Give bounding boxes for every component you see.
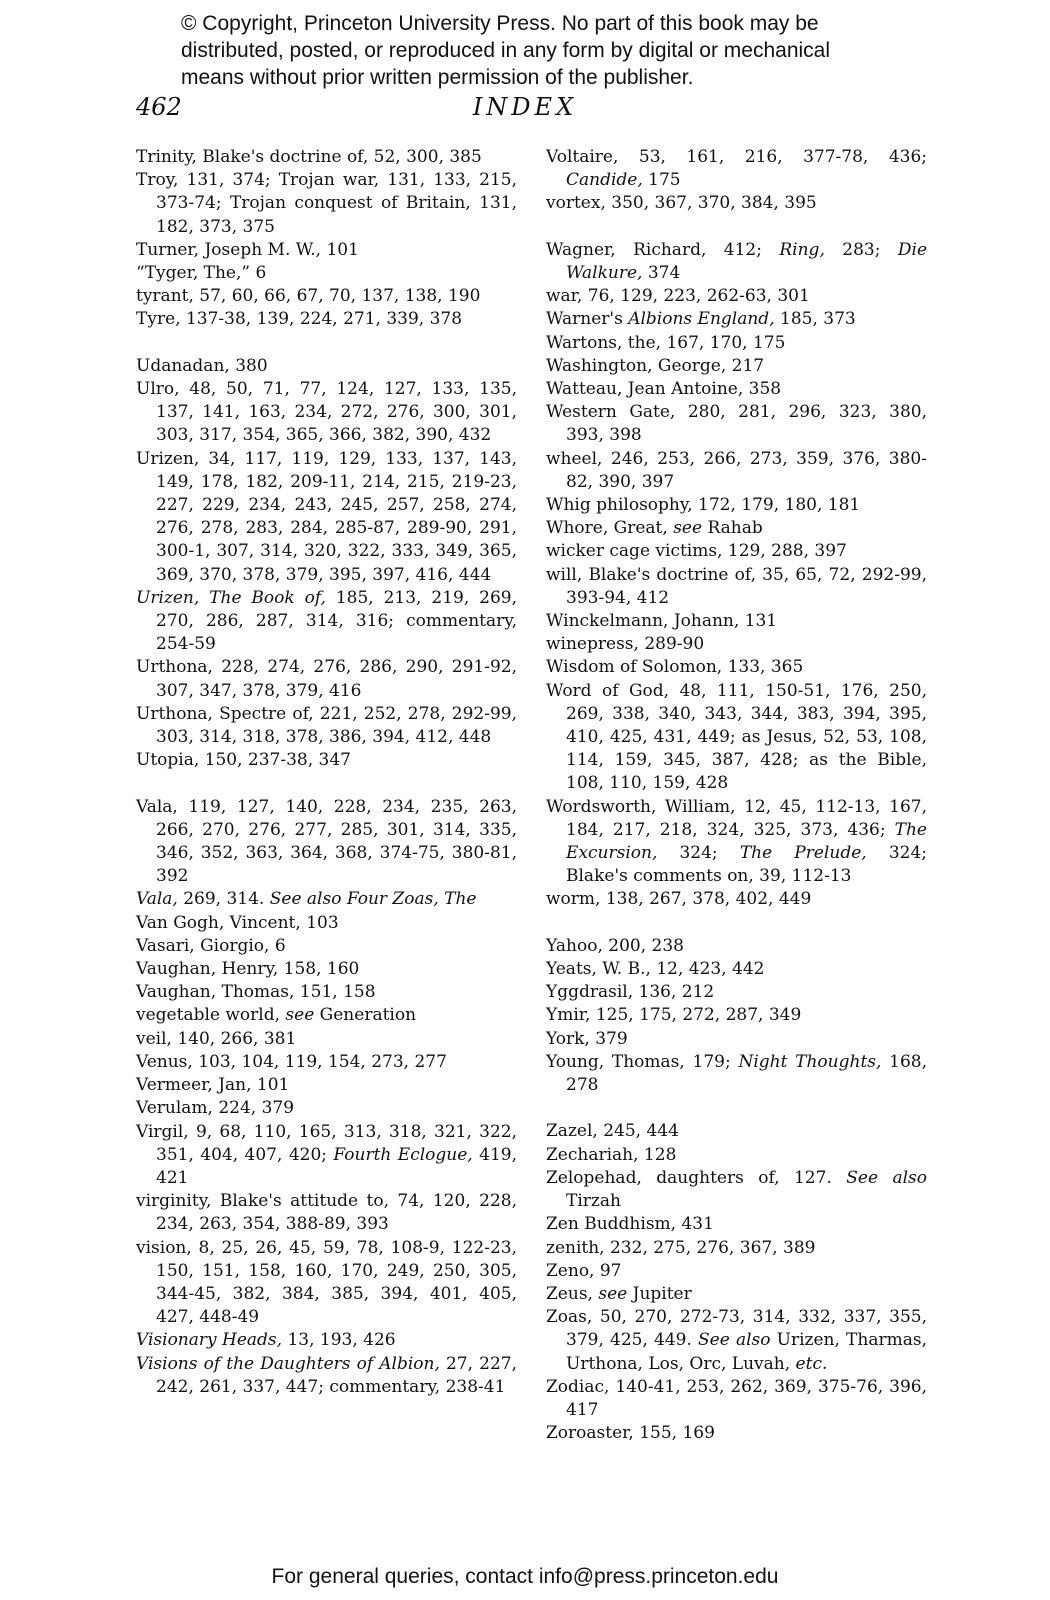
index-entry [546, 656, 927, 679]
index-entry [136, 1353, 517, 1399]
index-entry-text: Urthona, 228, 274, 276, 286, 290, 291-92, 307, 347, 378, 379, 416 [136, 657, 517, 701]
index-entry [136, 1074, 517, 1097]
index-entry-text: Zoas, 50, 270, 272-73, 314, 332, 337, 355, 379, 425, 449. [546, 1307, 927, 1351]
index-entry-text: 324; Blake's comments on, 39, 112-13 [566, 843, 927, 887]
index-entry-text: veil, 140, 266, 381 [136, 1028, 297, 1049]
index-entry [546, 610, 927, 633]
index-entry [136, 703, 517, 749]
index-entry-text: Voltaire, 53, 161, 216, 377-78, 436; [546, 147, 927, 167]
index-entry [546, 332, 927, 355]
index-entry [546, 1028, 927, 1051]
index-entry [136, 285, 517, 308]
page-number: 462 [136, 93, 182, 121]
index-entry [136, 1190, 517, 1236]
index-entry-text: Ymir, 125, 175, 272, 287, 349 [546, 1005, 802, 1026]
index-entry [546, 494, 927, 517]
index-entry-text: Zeus, [546, 1283, 599, 1304]
index-entry-text: vortex, 350, 367, 370, 384, 395 [546, 193, 817, 214]
index-entry [546, 1306, 927, 1376]
index-entry [136, 239, 517, 262]
index-entry [546, 1260, 927, 1283]
index-entry-text: Vaughan, Henry, 158, 160 [136, 959, 360, 980]
index-entry-italic-text: Albions England, [628, 309, 775, 330]
index-entry-text: Trinity, Blake's doctrine of, 52, 300, 385 [136, 147, 482, 167]
index-entry [136, 448, 517, 587]
index-entry-text: 185, 373 [774, 309, 856, 330]
index-entry-text: Tyre, 137-38, 139, 224, 271, 339, 378 [136, 309, 463, 330]
index-entry [546, 888, 927, 911]
index-entry [546, 1283, 927, 1306]
index-entry-italic-text: Die Walkure, [566, 239, 928, 283]
index-entry-text: Jupiter [627, 1283, 692, 1304]
copyright-notice-line: © Copyright, Princeton University Press. No part of this book may be [181, 12, 819, 35]
index-entry [136, 169, 517, 239]
index-entry-text: Udanadan, 380 [136, 355, 268, 376]
index-entry-italic-text: see [285, 1005, 315, 1026]
index-entry-italic-text: Vala, [136, 889, 178, 910]
index-entry [546, 796, 927, 889]
section-gap [546, 216, 927, 239]
index-entry [136, 1028, 517, 1051]
index-entry [136, 146, 517, 169]
index-entry-text: Tirzah [566, 1191, 621, 1212]
index-entry-text: Zechariah, 128 [546, 1144, 677, 1165]
index-entry [546, 1167, 927, 1213]
index-entry-text: virginity, Blake's attitude to, 74, 120, 228, 234, 263, 354, 388-89, 393 [136, 1191, 517, 1235]
index-entry [546, 448, 927, 494]
index-entry [546, 958, 927, 981]
index-entry [136, 378, 517, 448]
index-entry [546, 355, 927, 378]
index-entry-text: 374 [642, 263, 681, 283]
index-entry [546, 935, 927, 958]
section-gap [136, 332, 517, 355]
index-entry-text: Urthona, Spectre of, 221, 252, 278, 292-99, 303, 314, 318, 378, 386, 394, 412, 448 [136, 703, 517, 748]
index-entry-text: 168, 278 [566, 1051, 927, 1096]
index-entry-italic-text: Candide, [566, 170, 643, 191]
index-entry-text: Van Gogh, Vincent, 103 [136, 912, 339, 933]
index-entry [546, 146, 927, 192]
index-entry-italic-text: The Excursion, [566, 819, 927, 864]
index-entry-text: 175 [642, 170, 681, 191]
index-entry [546, 192, 927, 215]
index-entry-text: Zen Buddhism, 431 [546, 1214, 714, 1235]
section-gap [546, 912, 927, 935]
index-entry [136, 749, 517, 772]
footer-contact: For general queries, contact info@press.princeton.edu [271, 1565, 779, 1588]
index-entry-text: York, 379 [546, 1028, 628, 1049]
index-entry-text: Watteau, Jean Antoine, 358 [546, 379, 782, 400]
index-entry-text: Virgil, 9, 68, 110, 165, 313, 318, 321, 322, 351, 404, 407, 420; [136, 1121, 517, 1165]
index-entry-text: Utopia, 150, 237-38, 347 [136, 750, 351, 771]
index-entry [546, 239, 927, 285]
index-entry [136, 262, 517, 285]
index-entry [136, 308, 517, 331]
index-entry-text: will, Blake's doctrine of, 35, 65, 72, 292-99, 393-94, 412 [546, 564, 927, 608]
index-entry-text: “Tyger, The,” 6 [136, 263, 267, 284]
index-entry-italic-text: Ring, [779, 239, 825, 260]
index-entry-text: Venus, 103, 104, 119, 154, 273, 277 [136, 1051, 447, 1072]
index-entry [546, 1376, 927, 1422]
index-entry-text: vegetable world, [136, 1005, 286, 1026]
index-entry [546, 981, 927, 1004]
index-entry-text: Zodiac, 140-41, 253, 262, 369, 375-76, 396, 417 [546, 1376, 927, 1420]
index-entry [546, 680, 927, 796]
index-entry-text: worm, 138, 267, 378, 402, 449 [546, 889, 812, 910]
running-head: INDEX [472, 93, 578, 121]
index-entry-text: Ulro, 48, 50, 71, 77, 124, 127, 133, 135, 137, 141, 163, 234, 272, 276, 300, 301, 303, 317, 354, 365, 366, 382, 390, 432 [136, 379, 517, 446]
index-entry-text: Wisdom of Solomon, 133, 365 [546, 657, 804, 678]
index-entry [136, 1121, 517, 1191]
index-entry-text: Yahoo, 200, 238 [546, 935, 684, 956]
index-entry-text: Whig philosophy, 172, 179, 180, 181 [546, 495, 861, 516]
index-entry-text: Zazel, 245, 444 [546, 1121, 679, 1142]
index-entry [546, 1422, 927, 1445]
index-entry-text: Zelopehad, daughters of, 127. [546, 1167, 847, 1188]
index-entry [546, 1120, 927, 1143]
index-entry-text: Troy, 131, 374; Trojan war, 131, 133, 215, 373-74; Trojan conquest of Britain, 131, 182, 373, 375 [136, 170, 517, 237]
index-entry [136, 1237, 517, 1330]
index-entry-text: Rahab [702, 518, 763, 539]
index-entry-text: Whore, Great, [546, 518, 674, 539]
index-entry-text: tyrant, 57, 60, 66, 67, 70, 137, 138, 190 [136, 286, 481, 307]
index-entry [136, 1329, 517, 1352]
index-entry-text: 13, 193, 426 [282, 1330, 396, 1351]
index-entry-text: Washington, George, 217 [546, 355, 765, 376]
index-entry [136, 888, 517, 911]
index-entry [136, 935, 517, 958]
index-entry-text: 419, 421 [156, 1144, 517, 1188]
index-entry-text: wheel, 246, 253, 266, 273, 359, 376, 380-82, 390, 397 [546, 448, 927, 492]
index-entry [546, 285, 927, 308]
index-entry [546, 401, 927, 447]
index-entry [136, 587, 517, 657]
index-entry-text: Verulam, 224, 379 [136, 1098, 295, 1119]
index-entry [136, 912, 517, 935]
index-entry [546, 633, 927, 656]
index-entry-italic-text: Night Thoughts, [738, 1051, 882, 1072]
index-entry-text: Wartons, the, 167, 170, 175 [546, 332, 786, 353]
index-entry-text: Word of God, 48, 111, 150-51, 176, 250, 269, 338, 340, 343, 344, 383, 394, 395, 410, 425, 431, 449; as Jesus, 52, 53, 108, 114, 159, 345, 387, 428; as the Bible, 108, 110, 159, 428 [546, 680, 927, 794]
copyright-notice-line: means without prior written permission of the publisher. [181, 66, 694, 89]
index-entry-text: Western Gate, 280, 281, 296, 323, 380, 393, 398 [546, 402, 927, 446]
index-entry-italic-text: Fourth Eclogue, [333, 1144, 473, 1165]
index-entry-text: Urizen, 34, 117, 119, 129, 133, 137, 143, 149, 178, 182, 209-11, 214, 215, 219-23, 227, 229, 234, 243, 245, 257, 258, 274, 276, 278, 283, 284, 285-87, 289-90, 291, 300-1, 307, 314, 320, 322, 333, 349, 365, 369, 370, 378, 379, 395, 397, 416, 444 [136, 448, 517, 585]
index-entry-text: 269, 314. [177, 889, 270, 910]
index-entry [136, 796, 517, 889]
index-entry-text: 324; [657, 843, 740, 864]
index-entry-text: Zoroaster, 155, 169 [546, 1423, 715, 1444]
index-entry [546, 1004, 927, 1027]
index-column-left [136, 146, 517, 1399]
index-entry [546, 564, 927, 610]
index-entry-text: winepress, 289-90 [546, 634, 705, 655]
index-entry [136, 1097, 517, 1120]
index-entry [136, 656, 517, 702]
index-entry-text: Winckelmann, Johann, 131 [546, 611, 778, 632]
index-entry-text: Generation [314, 1005, 417, 1026]
index-entry-text: 27, 227, 242, 261, 337, 447; commentary, 238-41 [156, 1353, 517, 1397]
index-entry-text: Urizen, Tharmas, Urthona, Los, Orc, Luvah, [566, 1330, 927, 1374]
index-entry-text: Yeats, W. B., 12, 423, 442 [546, 959, 765, 980]
section-gap [136, 772, 517, 795]
index-column-right [546, 146, 927, 1445]
index-entry-text: wicker cage victims, 129, 288, 397 [546, 541, 847, 562]
index-entry [136, 958, 517, 981]
index-entry-text: Turner, Joseph M. W., 101 [136, 239, 359, 260]
index-entry-italic-text: see [673, 518, 703, 539]
index-entry [546, 517, 927, 540]
index-entry-italic-text: Visions of the Daughters of Albion, [136, 1353, 440, 1374]
index-entry-text: Warner's [546, 309, 629, 330]
index-entry-text: Vermeer, Jan, 101 [136, 1075, 290, 1096]
index-entry-text: vision, 8, 25, 26, 45, 59, 78, 108-9, 122-23, 150, 151, 158, 160, 170, 249, 250, 305, 344-45, 382, 384, 385, 394, 401, 405, 427, 448-49 [136, 1237, 517, 1328]
index-entry-italic-text: See also Four Zoas, The [269, 889, 477, 910]
index-entry-italic-text: Urizen, The Book of, [136, 587, 326, 608]
index-entry-italic-text: see [598, 1283, 628, 1304]
copyright-notice-line: distributed, posted, or reproduced in any form by digital or mechanical [181, 39, 831, 62]
index-entry [136, 981, 517, 1004]
index-entry [546, 1144, 927, 1167]
index-entry [546, 378, 927, 401]
section-gap [546, 1097, 927, 1120]
index-entry-italic-text: Visionary Heads, [136, 1330, 283, 1351]
index-entry-text: Vasari, Giorgio, 6 [136, 935, 286, 956]
index-entry [546, 1213, 927, 1236]
index-entry-text: Zeno, 97 [546, 1260, 622, 1281]
index-entry-italic-text: See also [698, 1330, 771, 1351]
copyright-notice [181, 10, 901, 91]
index-entry-text: Young, Thomas, 179; [546, 1051, 739, 1072]
index-entry [136, 355, 517, 378]
index-entry [136, 1004, 517, 1027]
index-entry-text: Vala, 119, 127, 140, 228, 234, 235, 263, 266, 270, 276, 277, 285, 301, 314, 335, 346, 352, 363, 364, 368, 374-75, 380-81, 392 [136, 796, 517, 887]
index-entry [546, 308, 927, 331]
index-entry-text: war, 76, 129, 223, 262-63, 301 [546, 286, 810, 307]
index-entry-text: Vaughan, Thomas, 151, 158 [136, 982, 376, 1003]
index-entry-text: Wagner, Richard, 412; [546, 239, 780, 260]
index-entry [546, 1237, 927, 1260]
index-entry-text: 283; [824, 239, 898, 260]
index-entry-italic-text: See also [846, 1167, 927, 1188]
index-entry-italic-text: The Prelude, [739, 843, 867, 864]
index-entry-text: Yggdrasil, 136, 212 [546, 982, 715, 1003]
index-entry [546, 540, 927, 563]
index-entry-text: Wordsworth, William, 12, 45, 112-13, 167, 184, 217, 218, 324, 325, 373, 436; [546, 796, 927, 840]
index-entry [546, 1051, 927, 1097]
index-entry [136, 1051, 517, 1074]
index-entry-text: zenith, 232, 275, 276, 367, 389 [546, 1237, 816, 1258]
index-entry-italic-text: etc. [795, 1353, 828, 1374]
index-entry-text: 185, 213, 219, 269, 270, 286, 287, 314, 316; commentary, 254-59 [156, 587, 517, 655]
